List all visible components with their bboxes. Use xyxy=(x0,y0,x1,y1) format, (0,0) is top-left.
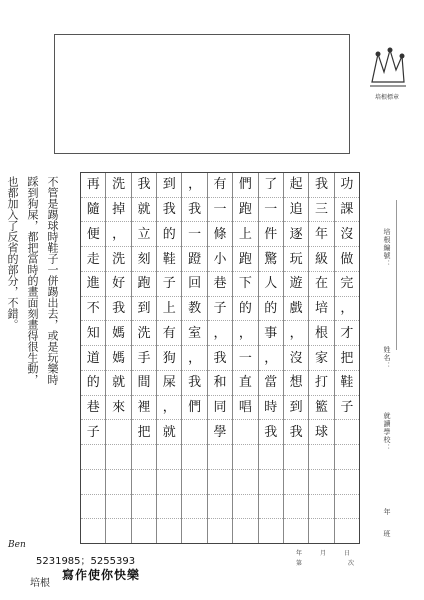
essay-cell xyxy=(284,495,308,520)
essay-cell: 子 xyxy=(335,396,359,421)
essay-cell: 我 xyxy=(259,420,283,445)
essay-cell: 我 xyxy=(309,173,333,198)
essay-cell xyxy=(208,470,232,495)
essay-cell: 起 xyxy=(284,173,308,198)
essay-cell: 教 xyxy=(182,297,206,322)
essay-cell xyxy=(309,470,333,495)
essay-cell xyxy=(157,470,181,495)
label-grade: 年 xyxy=(383,508,391,516)
essay-cell xyxy=(132,445,156,470)
essay-cell xyxy=(309,495,333,520)
essay-cell xyxy=(81,495,105,520)
essay-cell xyxy=(233,519,257,543)
essay-cell: 驚 xyxy=(259,247,283,272)
essay-cell: 我 xyxy=(208,346,232,371)
essay-cell xyxy=(284,445,308,470)
essay-cell xyxy=(233,470,257,495)
essay-cell: 蹬 xyxy=(182,247,206,272)
essay-cell: 沒 xyxy=(284,346,308,371)
essay-cell xyxy=(81,470,105,495)
essay-column xyxy=(156,173,181,543)
essay-cell xyxy=(106,495,130,520)
essay-cell: 才 xyxy=(335,321,359,346)
essay-cell: 到 xyxy=(284,396,308,421)
essay-cell: 手 xyxy=(132,346,156,371)
teacher-comment-line-3: 也都加入了反省的部分，不錯。 xyxy=(6,176,19,330)
essay-cell: 我 xyxy=(106,297,130,322)
essay-cell: 到 xyxy=(157,173,181,198)
essay-column xyxy=(105,173,130,543)
essay-cell xyxy=(132,519,156,543)
essay-cell: 我 xyxy=(132,173,156,198)
essay-cell xyxy=(132,495,156,520)
essay-cell: 道 xyxy=(81,346,105,371)
essay-cell xyxy=(335,470,359,495)
teacher-signature: Ben xyxy=(8,540,26,550)
essay-cell: 好 xyxy=(106,272,130,297)
essay-cell: 洗 xyxy=(132,321,156,346)
essay-cell: 的 xyxy=(233,297,257,322)
essay-cell: 玩 xyxy=(284,247,308,272)
essay-cell: 的 xyxy=(157,222,181,247)
essay-column xyxy=(283,173,308,543)
essay-cell xyxy=(157,495,181,520)
essay-cell: 媽 xyxy=(106,346,130,371)
essay-cell: ， xyxy=(335,297,359,322)
essay-cell: 逐 xyxy=(284,222,308,247)
essay-column xyxy=(207,173,232,543)
footer-phone: 5231985；5255393 xyxy=(36,556,136,567)
essay-cell: 子 xyxy=(157,272,181,297)
essay-cell xyxy=(106,420,130,445)
essay-cell: 立 xyxy=(132,222,156,247)
essay-cell: 事 xyxy=(259,321,283,346)
date-month-label: 月 xyxy=(320,550,327,557)
essay-cell: 年 xyxy=(309,222,333,247)
essay-cell: 巷 xyxy=(208,272,232,297)
essay-cell: 課 xyxy=(335,198,359,223)
essay-cell: 學 xyxy=(208,420,232,445)
essay-cell: 媽 xyxy=(106,321,130,346)
footer-slogan: 寫作使你快樂 xyxy=(62,568,141,582)
essay-cell: 戲 xyxy=(284,297,308,322)
essay-cell: 鞋 xyxy=(157,247,181,272)
essay-cell xyxy=(335,495,359,520)
label-name: 姓名： xyxy=(383,346,391,370)
essay-cell xyxy=(259,495,283,520)
essay-cell: 子 xyxy=(208,297,232,322)
essay-cell xyxy=(335,420,359,445)
essay-cell: 家 xyxy=(309,346,333,371)
essay-cell: ， xyxy=(284,321,308,346)
teacher-comment-line-2: 踩到狗屎，都把當時的畫面刻畫得很生動， xyxy=(26,176,39,385)
essay-cell xyxy=(81,519,105,543)
essay-cell xyxy=(233,420,257,445)
essay-column xyxy=(308,173,333,543)
date-day-label: 日 xyxy=(344,550,351,557)
essay-cell: 知 xyxy=(81,321,105,346)
essay-cell: 隨 xyxy=(81,198,105,223)
essay-cell: 在 xyxy=(309,272,333,297)
essay-cell xyxy=(309,445,333,470)
essay-cell: 有 xyxy=(208,173,232,198)
essay-cell: 上 xyxy=(157,297,181,322)
essay-cell: 級 xyxy=(309,247,333,272)
essay-cell: 來 xyxy=(106,396,130,421)
essay-cell: 跑 xyxy=(233,198,257,223)
essay-cell: 我 xyxy=(284,420,308,445)
essay-cell: 做 xyxy=(335,247,359,272)
logo-caption: 培根標章 xyxy=(374,94,399,101)
essay-cell: 一 xyxy=(233,346,257,371)
essay-cell xyxy=(335,445,359,470)
essay-cell: 們 xyxy=(233,173,257,198)
essay-cell: 們 xyxy=(182,396,206,421)
essay-cell: 根 xyxy=(309,321,333,346)
essay-cell: 就 xyxy=(157,420,181,445)
date-year-label: 年 xyxy=(296,550,303,557)
essay-cell: 走 xyxy=(81,247,105,272)
essay-cell xyxy=(233,445,257,470)
essay-cell xyxy=(335,519,359,543)
teacher-feedback-box xyxy=(54,34,350,154)
essay-cell xyxy=(106,519,130,543)
essay-column xyxy=(131,173,156,543)
essay-cell: 小 xyxy=(208,247,232,272)
essay-column xyxy=(334,173,359,543)
essay-cell xyxy=(81,445,105,470)
essay-cell xyxy=(182,420,206,445)
essay-cell: 我 xyxy=(182,198,206,223)
essay-cell: 想 xyxy=(284,371,308,396)
label-school: 就讀學校： xyxy=(383,412,391,452)
essay-cell: 當 xyxy=(259,371,283,396)
essay-cell xyxy=(284,519,308,543)
essay-cell: 沒 xyxy=(335,222,359,247)
essay-cell xyxy=(208,445,232,470)
essay-cell: 跑 xyxy=(132,272,156,297)
essay-cell: 進 xyxy=(81,272,105,297)
essay-cell xyxy=(182,519,206,543)
essay-cell xyxy=(182,495,206,520)
essay-cell: 的 xyxy=(259,297,283,322)
essay-cell: 上 xyxy=(233,222,257,247)
essay-cell xyxy=(309,519,333,543)
essay-cell: 的 xyxy=(81,371,105,396)
essay-cell: 唱 xyxy=(233,396,257,421)
essay-cell: 鞋 xyxy=(335,371,359,396)
essay-cell: 掉 xyxy=(106,198,130,223)
date-count-label: 次 xyxy=(348,560,355,567)
essay-cell: 跑 xyxy=(233,247,257,272)
essay-cell xyxy=(284,470,308,495)
essay-cell: 籃 xyxy=(309,396,333,421)
essay-cell: 裡 xyxy=(132,396,156,421)
essay-cell: ， xyxy=(106,222,130,247)
essay-cell: 到 xyxy=(132,297,156,322)
essay-cell: 人 xyxy=(259,272,283,297)
essay-cell xyxy=(259,445,283,470)
essay-cell xyxy=(208,519,232,543)
essay-cell xyxy=(157,519,181,543)
footer-teacher: 培根 xyxy=(30,578,50,589)
essay-cell: 球 xyxy=(309,420,333,445)
essay-cell: ， xyxy=(182,173,206,198)
essay-cell: 間 xyxy=(132,371,156,396)
essay-cell xyxy=(106,470,130,495)
essay-cell: 把 xyxy=(132,420,156,445)
essay-cell xyxy=(157,445,181,470)
essay-cell: 時 xyxy=(259,396,283,421)
peigen-seal-logo-icon xyxy=(364,42,410,94)
essay-cell: 就 xyxy=(132,198,156,223)
essay-cell xyxy=(182,470,206,495)
essay-cell: 一 xyxy=(182,222,206,247)
essay-cell: 室 xyxy=(182,321,206,346)
essay-cell: 了 xyxy=(259,173,283,198)
teacher-comment-line-1: 不管是踢球時鞋子一併踢出去，或是玩樂時 xyxy=(46,176,59,385)
essay-cell xyxy=(259,470,283,495)
essay-cell: 刻 xyxy=(132,247,156,272)
essay-column xyxy=(232,173,257,543)
essay-cell: 三 xyxy=(309,198,333,223)
essay-cell: 條 xyxy=(208,222,232,247)
essay-cell: ， xyxy=(233,321,257,346)
essay-cell xyxy=(106,445,130,470)
essay-cell: 追 xyxy=(284,198,308,223)
essay-cell: 完 xyxy=(335,272,359,297)
essay-column xyxy=(181,173,206,543)
essay-cell: 不 xyxy=(81,297,105,322)
essay-cell xyxy=(132,470,156,495)
essay-cell: 洗 xyxy=(106,173,130,198)
essay-cell: 洗 xyxy=(106,247,130,272)
essay-cell: 一 xyxy=(208,198,232,223)
label-class: 班 xyxy=(383,530,391,538)
essay-cell: 功 xyxy=(335,173,359,198)
essay-cell: 打 xyxy=(309,371,333,396)
side-divider xyxy=(396,200,397,350)
essay-cell: 一 xyxy=(259,198,283,223)
essay-cell: ， xyxy=(208,321,232,346)
essay-cell: 便 xyxy=(81,222,105,247)
essay-cell: 把 xyxy=(335,346,359,371)
essay-cell: 子 xyxy=(81,420,105,445)
essay-cell: 再 xyxy=(81,173,105,198)
essay-cell: 和 xyxy=(208,371,232,396)
label-school-code: 培根編號： xyxy=(383,228,391,268)
essay-cell: ， xyxy=(182,346,206,371)
essay-cell: 遊 xyxy=(284,272,308,297)
date-number-label: 第 xyxy=(296,560,303,567)
essay-cell: 有 xyxy=(157,321,181,346)
essay-cell xyxy=(208,495,232,520)
essay-cell: 巷 xyxy=(81,396,105,421)
essay-cell xyxy=(182,445,206,470)
essay-cell: 直 xyxy=(233,371,257,396)
essay-cell: 回 xyxy=(182,272,206,297)
essay-column xyxy=(258,173,283,543)
essay-cell: ， xyxy=(259,346,283,371)
essay-cell: 下 xyxy=(233,272,257,297)
essay-column xyxy=(81,173,105,543)
essay-cell xyxy=(259,519,283,543)
essay-writing-grid xyxy=(80,172,360,544)
essay-cell: 就 xyxy=(106,371,130,396)
essay-cell: 狗 xyxy=(157,346,181,371)
essay-cell: 我 xyxy=(182,371,206,396)
essay-cell xyxy=(233,495,257,520)
essay-cell: 我 xyxy=(157,198,181,223)
essay-cell: 培 xyxy=(309,297,333,322)
essay-cell: ， xyxy=(157,396,181,421)
essay-cell: 屎 xyxy=(157,371,181,396)
essay-cell: 件 xyxy=(259,222,283,247)
essay-cell: 同 xyxy=(208,396,232,421)
